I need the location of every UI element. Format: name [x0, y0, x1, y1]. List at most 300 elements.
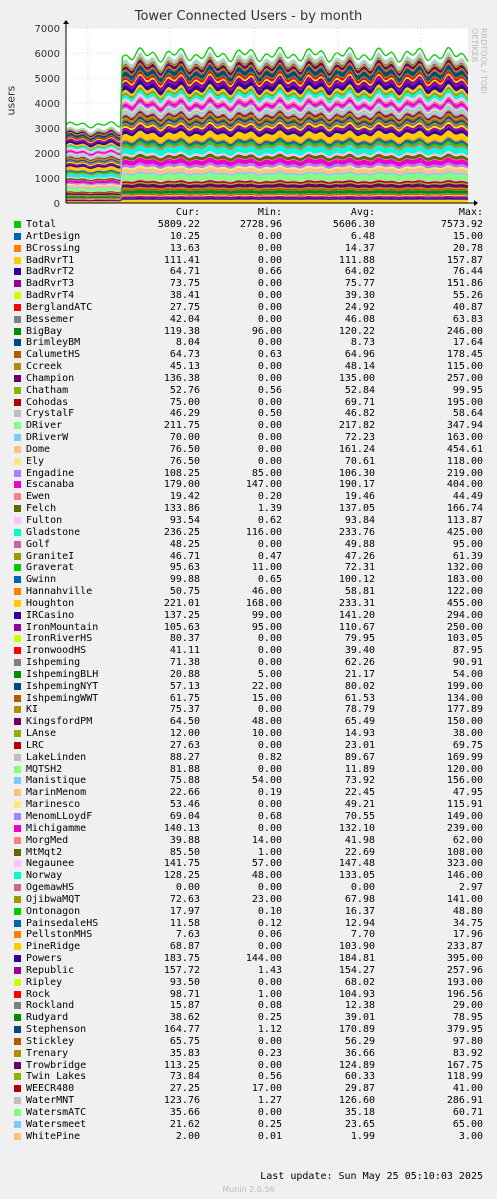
legend-cur: 13.63 [169, 242, 200, 254]
legend-min: 1.00 [257, 846, 282, 858]
legend-row [0, 989, 497, 1001]
legend-swatch [14, 1133, 21, 1140]
legend-avg: 217.82 [338, 420, 375, 432]
legend-avg: 72.23 [344, 432, 375, 444]
legend-max: 34.75 [452, 917, 483, 929]
legend-row [0, 728, 497, 740]
legend-row [0, 219, 497, 231]
legend-avg: 79.95 [344, 633, 375, 645]
legend-avg: 7.70 [350, 929, 375, 941]
legend-min: 99.00 [251, 609, 282, 621]
legend-avg: 23.65 [344, 1118, 375, 1130]
y-axis-label: users [4, 85, 18, 116]
legend-swatch [14, 872, 21, 879]
legend-avg: 48.14 [344, 361, 375, 373]
legend-cur: 52.76 [169, 384, 200, 396]
legend-min: 0.01 [257, 1130, 282, 1142]
legend-row [0, 941, 497, 953]
legend-series-name: WatersmATC [26, 1107, 87, 1118]
legend-min: 0.00 [257, 432, 282, 444]
legend-row [0, 1024, 497, 1036]
legend-max: 294.00 [446, 609, 483, 621]
legend-max: 17.64 [452, 337, 483, 349]
legend-swatch [14, 304, 21, 311]
legend-max: 149.00 [446, 811, 483, 822]
legend-cur: 111.41 [163, 254, 200, 266]
legend-series-name: Felch [26, 503, 57, 515]
legend-row [0, 243, 497, 255]
legend-cur: 75.88 [169, 775, 200, 787]
legend-avg: 14.37 [344, 242, 375, 254]
legend-series-name: MenomLLoydF [26, 811, 93, 822]
legend-row [0, 255, 497, 267]
legend-swatch [14, 718, 21, 725]
legend-min: 0.00 [257, 763, 282, 775]
legend-row [0, 598, 497, 610]
legend-swatch [14, 979, 21, 986]
legend-cur: 42.04 [169, 313, 200, 325]
legend-cur: 137.25 [163, 609, 200, 621]
legend-series-name: Trenary [26, 1047, 69, 1059]
legend-min: 147.00 [245, 479, 282, 491]
legend-avg: 78.79 [344, 704, 375, 716]
legend-swatch [14, 706, 21, 713]
legend-swatch [14, 671, 21, 678]
legend-cur: 21.62 [169, 1118, 200, 1130]
legend-min: 0.00 [257, 301, 282, 313]
legend-cur: 50.75 [169, 586, 200, 598]
legend-row [0, 716, 497, 728]
legend-max: 157.87 [446, 254, 483, 266]
legend-avg: 39.30 [344, 290, 375, 302]
legend-swatch [14, 837, 21, 844]
legend-max: 199.00 [446, 680, 483, 692]
legend-row [0, 444, 497, 456]
legend-max: 2.97 [458, 882, 483, 894]
legend-avg: 35.18 [344, 1107, 375, 1118]
legend-series-name: Escanaba [26, 479, 75, 491]
legend-min: 0.00 [257, 372, 282, 384]
legend-header-avg: Avg: [350, 207, 375, 218]
legend-min: 0.00 [257, 822, 282, 834]
legend-swatch [14, 446, 21, 453]
legend-max: 246.00 [446, 325, 483, 337]
legend-min: 0.56 [257, 384, 282, 396]
legend-max: 233.87 [446, 941, 483, 953]
legend-header [0, 207, 497, 219]
legend-avg: 58.81 [344, 586, 375, 598]
legend-series-name: Stephenson [26, 1024, 87, 1036]
legend-series-name: DRiverW [26, 432, 69, 444]
legend-swatch [14, 351, 21, 358]
legend-cur: 75.00 [169, 396, 200, 408]
y-tick-label: 6000 [34, 49, 60, 60]
legend-min: 0.00 [257, 739, 282, 751]
legend-series-name: LakeLinden [26, 751, 87, 763]
legend-min: 0.00 [257, 396, 282, 408]
legend-series-name: BadRvrT3 [26, 278, 75, 290]
legend-cur: 73.84 [169, 1071, 200, 1083]
legend-row [0, 704, 497, 716]
legend-series-name: IronwoodHS [26, 645, 87, 657]
legend-avg: 8.73 [350, 337, 375, 349]
legend-series-name: DRiver [26, 420, 63, 432]
legend-max: 108.00 [446, 846, 483, 858]
legend-series-name: Trowbridge [26, 1059, 87, 1071]
y-tick-label: 5000 [34, 74, 60, 85]
legend-row [0, 397, 497, 409]
legend-swatch [14, 316, 21, 323]
legend-avg: 62.26 [344, 657, 375, 669]
legend-max: 167.75 [446, 1059, 483, 1071]
legend-avg: 24.92 [344, 301, 375, 313]
legend-max: 239.00 [446, 822, 483, 834]
legend-swatch [14, 576, 21, 583]
legend-max: 41.00 [452, 1083, 483, 1095]
legend-cur: 70.00 [169, 432, 200, 444]
legend-cur: 85.50 [169, 846, 200, 858]
legend-max: 178.45 [446, 349, 483, 361]
legend-max: 20.78 [452, 242, 483, 254]
legend-row [0, 787, 497, 799]
legend-row [0, 337, 497, 349]
legend-max: 29.00 [452, 1000, 483, 1012]
legend-row [0, 918, 497, 930]
legend-swatch [14, 517, 21, 524]
legend-cur: 136.38 [163, 372, 200, 384]
legend-max: 146.00 [446, 870, 483, 882]
legend-min: 0.08 [257, 1000, 282, 1012]
legend-cur: 41.11 [169, 645, 200, 657]
legend-row [0, 527, 497, 539]
legend-row [0, 574, 497, 586]
legend-swatch [14, 363, 21, 370]
legend-avg: 39.01 [344, 1012, 375, 1024]
legend-cur: 10.25 [169, 230, 200, 242]
legend-series-name: BadRvrT4 [26, 290, 75, 302]
legend-max: 103.05 [446, 633, 483, 645]
legend-swatch [14, 884, 21, 891]
legend-min: 0.63 [257, 349, 282, 361]
legend-series-name: Bessemer [26, 313, 75, 325]
legend-swatch [14, 908, 21, 915]
legend-swatch [14, 754, 21, 761]
legend-row [0, 669, 497, 681]
legend-cur: 22.66 [169, 787, 200, 799]
y-tick-label: 1000 [34, 174, 60, 185]
legend-max: 95.00 [452, 538, 483, 550]
legend-row [0, 1107, 497, 1119]
legend-series-name: Engadine [26, 467, 75, 479]
legend-swatch [14, 1026, 21, 1033]
legend-cur: 7.63 [175, 929, 200, 941]
legend-series-name: Negaunee [26, 858, 75, 870]
legend-avg: 126.60 [338, 1095, 375, 1107]
legend-swatch [14, 339, 21, 346]
legend-series-name: MorgMed [26, 834, 69, 846]
legend-cur: 81.88 [169, 763, 200, 775]
legend-swatch [14, 505, 21, 512]
legend-avg: 64.02 [344, 266, 375, 278]
legend-avg: 19.46 [344, 491, 375, 503]
legend-avg: 103.90 [338, 941, 375, 953]
legend-swatch [14, 730, 21, 737]
legend-max: 60.71 [452, 1107, 483, 1118]
legend-avg: 190.17 [338, 479, 375, 491]
legend-swatch [14, 292, 21, 299]
legend-max: 120.00 [446, 763, 483, 775]
legend-cur: 61.75 [169, 692, 200, 704]
legend-swatch [14, 257, 21, 264]
legend-series-name: Dome [26, 443, 51, 455]
legend-min: 0.00 [257, 976, 282, 988]
legend-avg: 11.89 [344, 763, 375, 775]
legend-series-name: WaterMNT [26, 1095, 75, 1107]
legend-series-name: BadRvrT1 [26, 254, 75, 266]
legend-series-name: IRCasino [26, 609, 75, 621]
legend-series-name: Total [26, 219, 57, 230]
legend-cur: 5809.22 [157, 219, 200, 230]
legend-cur: 65.75 [169, 1035, 200, 1047]
legend-max: 196.56 [446, 988, 483, 1000]
legend-avg: 184.81 [338, 953, 375, 965]
legend-swatch [14, 635, 21, 642]
legend-row [0, 349, 497, 361]
legend-series-name: Cohodas [26, 396, 69, 408]
legend-cur: 27.63 [169, 739, 200, 751]
legend-series-name: Graverat [26, 562, 75, 574]
legend-row [0, 432, 497, 444]
legend-max: 38.00 [452, 728, 483, 740]
legend-max: 323.00 [446, 858, 483, 870]
legend-min: 11.00 [251, 562, 282, 574]
legend-series-name: WhitePine [26, 1130, 81, 1142]
legend-max: 395.00 [446, 953, 483, 965]
legend-cur: 38.62 [169, 1012, 200, 1024]
legend-row [0, 1071, 497, 1083]
legend-cur: 64.71 [169, 266, 200, 278]
legend-max: 44.49 [452, 491, 483, 503]
legend-min: 0.82 [257, 751, 282, 763]
legend-min: 0.00 [257, 882, 282, 894]
legend-series-name: Twin Lakes [26, 1071, 87, 1083]
legend-max: 132.00 [446, 562, 483, 574]
legend-row [0, 752, 497, 764]
legend-row [0, 799, 497, 811]
legend-min: 0.62 [257, 515, 282, 526]
legend-cur: 93.50 [169, 976, 200, 988]
legend-cur: 236.25 [163, 526, 200, 538]
legend-avg: 12.38 [344, 1000, 375, 1012]
legend-min: 0.00 [257, 361, 282, 373]
legend-max: 219.00 [446, 467, 483, 479]
legend-row [0, 811, 497, 823]
legend-max: 177.89 [446, 704, 483, 716]
legend-max: 166.74 [446, 503, 483, 515]
legend-max: 78.95 [452, 1012, 483, 1024]
legend-cur: 17.97 [169, 905, 200, 917]
legend-avg: 132.10 [338, 822, 375, 834]
legend-max: 169.99 [446, 751, 483, 763]
legend-series-name: CrystalF [26, 408, 75, 420]
legend-swatch [14, 470, 21, 477]
legend-row [0, 953, 497, 965]
legend-row [0, 361, 497, 373]
legend-min: 2728.96 [239, 219, 282, 230]
legend-min: 1.00 [257, 988, 282, 1000]
legend-avg: 70.55 [344, 811, 375, 822]
legend-max: 113.87 [446, 515, 483, 526]
legend-cur: 95.63 [169, 562, 200, 574]
legend-swatch [14, 387, 21, 394]
legend-max: 347.94 [446, 420, 483, 432]
legend-avg: 120.22 [338, 325, 375, 337]
legend-max: 425.00 [446, 526, 483, 538]
legend-series-name: Ontonagon [26, 905, 81, 917]
legend-min: 0.66 [257, 266, 282, 278]
legend-min: 96.00 [251, 325, 282, 337]
legend-swatch [14, 600, 21, 607]
y-tick-label: 7000 [34, 24, 60, 35]
legend-swatch [14, 564, 21, 571]
legend-series-name: MtMqt2 [26, 846, 63, 858]
legend-row [0, 551, 497, 563]
legend-series-name: Rock [26, 988, 51, 1000]
legend-avg: 135.00 [338, 372, 375, 384]
legend-series-name: Houghton [26, 597, 75, 609]
legend-min: 46.00 [251, 586, 282, 598]
legend-cur: 76.50 [169, 443, 200, 455]
legend-cur: 80.37 [169, 633, 200, 645]
legend-max: 76.44 [452, 266, 483, 278]
legend-min: 0.00 [257, 254, 282, 266]
legend-min: 0.00 [257, 657, 282, 669]
legend-avg: 137.05 [338, 503, 375, 515]
legend-min: 0.00 [257, 230, 282, 242]
legend-avg: 110.67 [338, 621, 375, 633]
legend-series-name: Fulton [26, 515, 63, 526]
legend-series-name: Champion [26, 372, 75, 384]
legend-max: 455.00 [446, 597, 483, 609]
legend-series-name: Ripley [26, 976, 63, 988]
legend-min: 0.65 [257, 574, 282, 586]
legend-max: 62.00 [452, 834, 483, 846]
legend-max: 115.91 [446, 799, 483, 811]
legend-avg: 12.94 [344, 917, 375, 929]
legend-series-name: Hannahville [26, 586, 93, 598]
legend-swatch [14, 624, 21, 631]
legend-avg: 233.76 [338, 526, 375, 538]
legend-row [0, 586, 497, 598]
legend-avg: 52.84 [344, 384, 375, 396]
legend-min: 1.43 [257, 964, 282, 976]
legend-min: 95.00 [251, 621, 282, 633]
legend-swatch [14, 967, 21, 974]
legend-min: 0.00 [257, 645, 282, 657]
legend-avg: 147.48 [338, 858, 375, 870]
legend-cur: 99.88 [169, 574, 200, 586]
legend-min: 23.00 [251, 893, 282, 905]
legend-avg: 47.26 [344, 550, 375, 562]
legend-swatch [14, 1002, 21, 1009]
legend-row [0, 894, 497, 906]
legend-swatch [14, 789, 21, 796]
legend-avg: 36.66 [344, 1047, 375, 1059]
legend-series-name: WEECR480 [26, 1083, 75, 1095]
legend-min: 22.00 [251, 680, 282, 692]
legend-series-name: Ishpeming [26, 657, 81, 669]
legend-min: 0.00 [257, 1035, 282, 1047]
legend-max: 286.91 [446, 1095, 483, 1107]
legend-row [0, 290, 497, 302]
legend-swatch [14, 399, 21, 406]
legend-series-name: MQTSH2 [26, 763, 63, 775]
legend-series-name: Ccreek [26, 361, 63, 373]
legend-min: 168.00 [245, 597, 282, 609]
legend-avg: 60.33 [344, 1071, 375, 1083]
legend-max: 54.00 [452, 668, 483, 680]
legend-row [0, 302, 497, 314]
legend-series-name: LAnse [26, 728, 57, 740]
legend-series-name: Michigamme [26, 822, 87, 834]
legend-max: 141.00 [446, 893, 483, 905]
legend-row [0, 847, 497, 859]
y-tick-label: 4000 [34, 99, 60, 110]
legend-swatch [14, 588, 21, 595]
legend-cur: 75.37 [169, 704, 200, 716]
legend-min: 17.00 [251, 1083, 282, 1095]
legend-min: 48.00 [251, 716, 282, 728]
legend-cur: 141.75 [163, 858, 200, 870]
legend-cur: 35.83 [169, 1047, 200, 1059]
legend-series-name: OjibwaMQT [26, 893, 81, 905]
legend-swatch [14, 683, 21, 690]
legend-min: 0.25 [257, 1118, 282, 1130]
last-update: Last update: Sun May 25 05:10:03 2025 [260, 1171, 483, 1182]
legend-row [0, 562, 497, 574]
legend-cur: 211.75 [163, 420, 200, 432]
legend-max: 183.00 [446, 574, 483, 586]
legend-max: 118.99 [446, 1071, 483, 1083]
legend-avg: 72.31 [344, 562, 375, 574]
legend-series-name: IronRiverHS [26, 633, 93, 645]
legend-cur: 221.01 [163, 597, 200, 609]
legend-avg: 41.98 [344, 834, 375, 846]
legend-max: 115.00 [446, 361, 483, 373]
legend-cur: 46.71 [169, 550, 200, 562]
y-tick-label: 0 [53, 199, 60, 207]
legend-max: 87.95 [452, 645, 483, 657]
legend-series-name: ArtDesign [26, 230, 81, 242]
legend-max: 3.00 [458, 1130, 483, 1142]
legend-max: 257.00 [446, 372, 483, 384]
legend-cur: 73.75 [169, 278, 200, 290]
legend-max: 257.96 [446, 964, 483, 976]
legend-avg: 21.17 [344, 668, 375, 680]
legend-swatch [14, 1097, 21, 1104]
legend-max: 163.00 [446, 432, 483, 444]
legend-min: 0.00 [257, 242, 282, 254]
legend-series-name: PellstonMHS [26, 929, 93, 941]
legend-min: 116.00 [245, 526, 282, 538]
legend-avg: 46.08 [344, 313, 375, 325]
legend-row [0, 326, 497, 338]
legend-swatch [14, 410, 21, 417]
legend-min: 0.00 [257, 337, 282, 349]
legend-cur: 27.25 [169, 1083, 200, 1095]
legend-max: 55.26 [452, 290, 483, 302]
legend-min: 0.20 [257, 491, 282, 503]
